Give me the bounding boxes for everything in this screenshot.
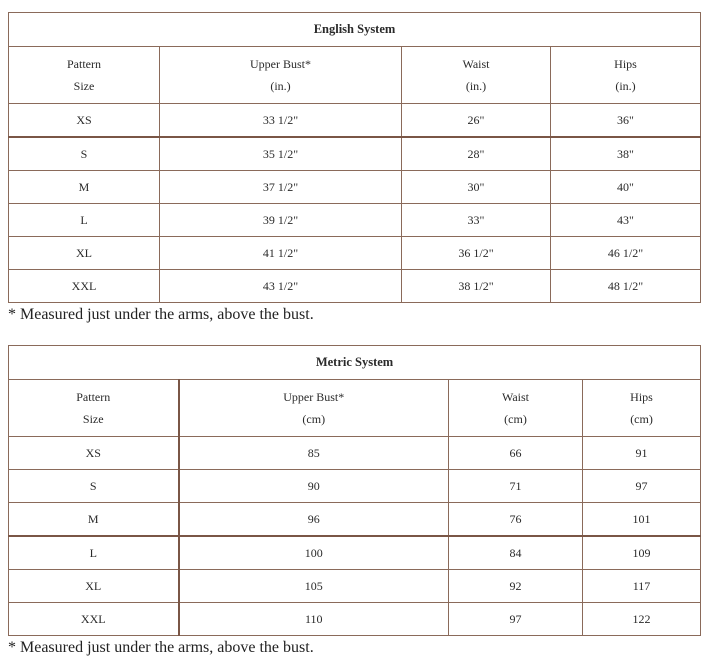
hips-cell: 109 xyxy=(583,536,701,570)
header-waist: Waist (cm) xyxy=(449,380,583,437)
english-size-chart xyxy=(8,12,700,325)
table-row xyxy=(9,137,701,171)
waist-cell: 97 xyxy=(449,603,583,636)
hips-cell: 43" xyxy=(551,204,701,237)
table-row xyxy=(9,437,701,470)
waist-cell: 92 xyxy=(449,570,583,603)
bust-cell: 39 1/2" xyxy=(160,204,402,237)
bust-cell: 105 xyxy=(179,570,449,603)
hips-cell: 97 xyxy=(583,470,701,503)
hips-cell: 91 xyxy=(583,437,701,470)
metric-size-table xyxy=(8,345,701,636)
metric-header-row xyxy=(9,380,701,437)
table-row xyxy=(9,270,701,303)
size-cell: L xyxy=(9,204,160,237)
size-cell: M xyxy=(9,503,179,537)
hips-cell: 40" xyxy=(551,171,701,204)
hips-cell: 46 1/2" xyxy=(551,237,701,270)
table-row xyxy=(9,503,701,537)
hips-cell: 38" xyxy=(551,137,701,171)
waist-cell: 36 1/2" xyxy=(402,237,551,270)
english-size-table xyxy=(8,12,701,303)
english-footnote: * Measured just under the arms, above the bust. xyxy=(8,306,314,323)
table-row xyxy=(9,237,701,270)
metric-footnote: * Measured just under the arms, above the bust. xyxy=(8,639,314,656)
waist-cell: 38 1/2" xyxy=(402,270,551,303)
size-cell: L xyxy=(9,536,179,570)
hips-cell: 48 1/2" xyxy=(551,270,701,303)
bust-cell: 41 1/2" xyxy=(160,237,402,270)
header-hips: Hips (cm) xyxy=(583,380,701,437)
bust-cell: 96 xyxy=(179,503,449,537)
table-row xyxy=(9,570,701,603)
bust-cell: 35 1/2" xyxy=(160,137,402,171)
waist-cell: 28" xyxy=(402,137,551,171)
table-row xyxy=(9,204,701,237)
bust-cell: 100 xyxy=(179,536,449,570)
english-header-row xyxy=(9,47,701,104)
header-pattern-size: Pattern Size xyxy=(9,47,160,104)
table-row xyxy=(9,470,701,503)
size-cell: S xyxy=(9,470,179,503)
header-upper-bust: Upper Bust* (in.) xyxy=(160,47,402,104)
size-cell: XS xyxy=(9,104,160,138)
waist-cell: 84 xyxy=(449,536,583,570)
waist-cell: 33" xyxy=(402,204,551,237)
waist-cell: 71 xyxy=(449,470,583,503)
size-cell: XS xyxy=(9,437,179,470)
size-cell: S xyxy=(9,137,160,171)
header-upper-bust: Upper Bust* (cm) xyxy=(179,380,449,437)
waist-cell: 66 xyxy=(449,437,583,470)
bust-cell: 33 1/2" xyxy=(160,104,402,138)
bust-cell: 90 xyxy=(179,470,449,503)
hips-cell: 36" xyxy=(551,104,701,138)
metric-size-chart xyxy=(8,345,700,658)
waist-cell: 76 xyxy=(449,503,583,537)
hips-cell: 101 xyxy=(583,503,701,537)
hips-cell: 122 xyxy=(583,603,701,636)
header-hips: Hips (in.) xyxy=(551,47,701,104)
table-row xyxy=(9,171,701,204)
header-pattern-size: Pattern Size xyxy=(9,380,179,437)
bust-cell: 43 1/2" xyxy=(160,270,402,303)
header-waist: Waist (in.) xyxy=(402,47,551,104)
bust-cell: 110 xyxy=(179,603,449,636)
bust-cell: 85 xyxy=(179,437,449,470)
size-cell: XL xyxy=(9,237,160,270)
waist-cell: 26" xyxy=(402,104,551,138)
waist-cell: 30" xyxy=(402,171,551,204)
size-cell: M xyxy=(9,171,160,204)
size-cell: XL xyxy=(9,570,179,603)
table-row xyxy=(9,536,701,570)
table-row xyxy=(9,104,701,138)
size-cell: XXL xyxy=(9,603,179,636)
size-cell: XXL xyxy=(9,270,160,303)
bust-cell: 37 1/2" xyxy=(160,171,402,204)
table-row xyxy=(9,603,701,636)
english-table-title: English System xyxy=(9,13,701,47)
metric-table-title: Metric System xyxy=(9,346,701,380)
hips-cell: 117 xyxy=(583,570,701,603)
